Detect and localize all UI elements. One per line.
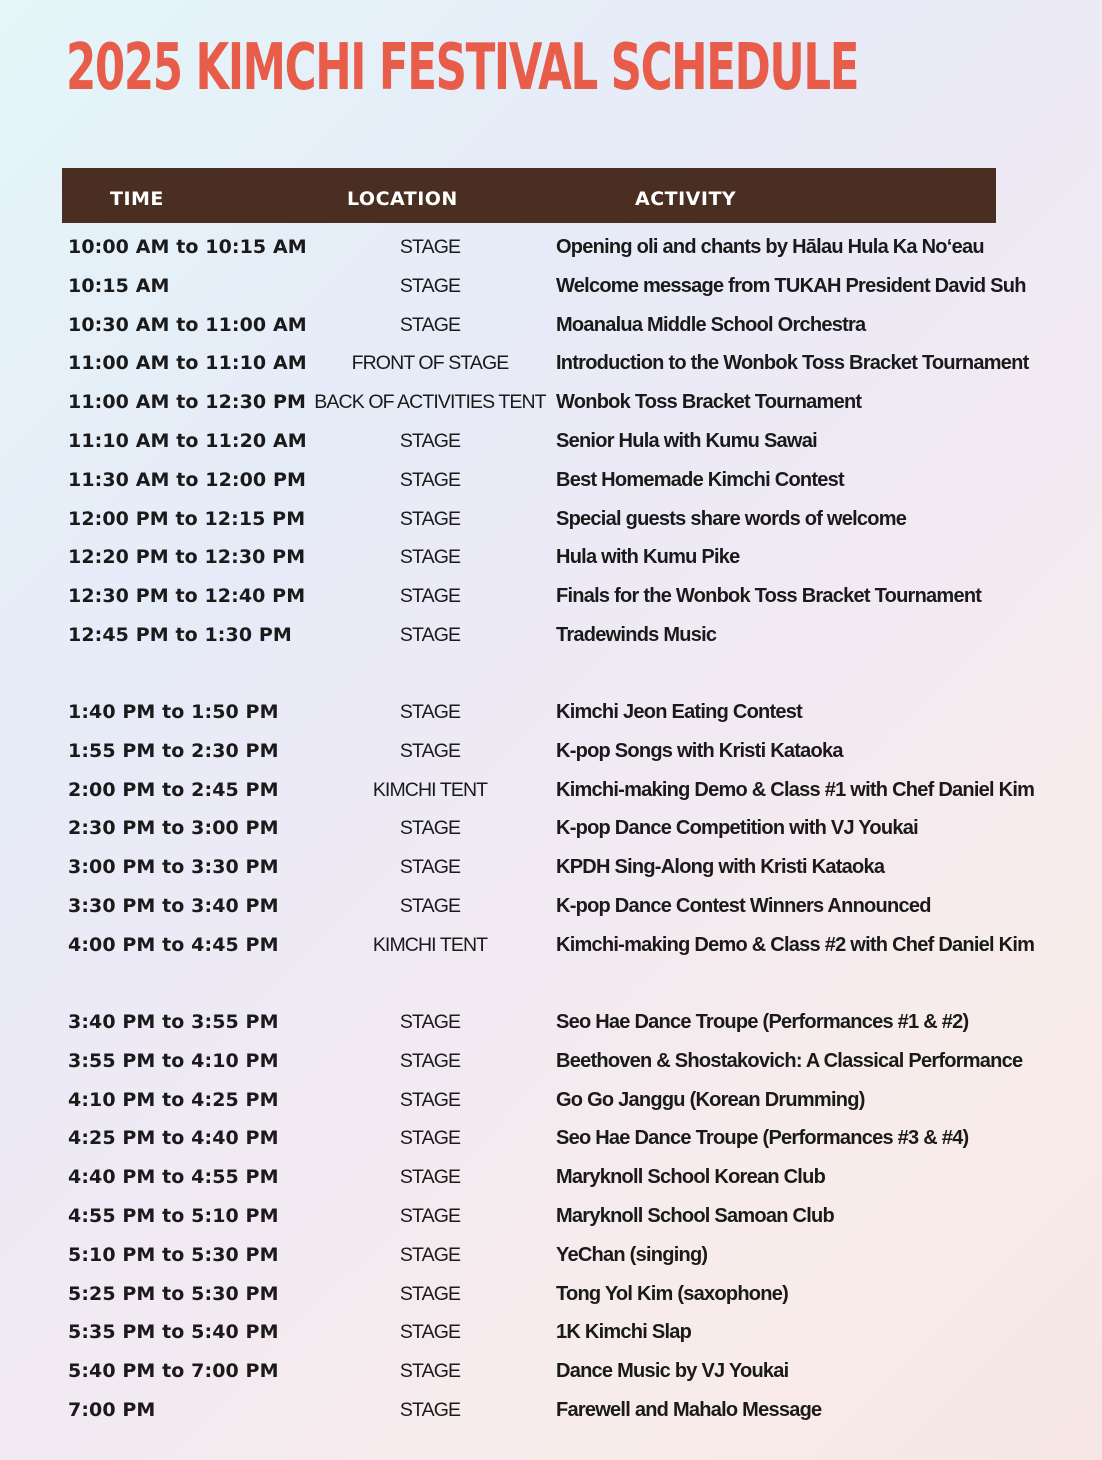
location-cell: STAGE <box>399 1282 461 1305</box>
activity-cell: K-pop Dance Contest Winners Announced <box>556 895 931 917</box>
location-cell: STAGE <box>399 313 461 336</box>
table-row <box>0 578 1102 614</box>
activity-cell: K-pop Songs with Kristi Kataoka <box>556 739 843 762</box>
location-cell: STAGE <box>399 1049 461 1072</box>
table-row <box>0 345 1102 381</box>
table-row <box>0 1004 1102 1040</box>
time-cell: 1:40 PM to 1:50 PM <box>68 701 279 723</box>
time-cell: 4:10 PM to 4:25 PM <box>68 1088 279 1111</box>
location-cell: STAGE <box>399 624 461 646</box>
table-row <box>0 384 1102 420</box>
column-header-location: LOCATION <box>347 188 458 210</box>
location-cell: STAGE <box>399 1205 461 1227</box>
activity-cell: Maryknoll School Korean Club <box>556 1166 826 1189</box>
location-cell: STAGE <box>399 546 461 569</box>
table-row <box>0 229 1102 265</box>
activity-cell: Welcome message from TUKAH President David Suh <box>556 274 1026 297</box>
time-cell: 7:00 PM <box>68 1399 156 1421</box>
time-cell: 5:25 PM to 5:30 PM <box>68 1282 279 1305</box>
time-cell: 11:00 AM to 11:10 AM <box>68 352 307 375</box>
activity-cell: Kimchi-making Demo & Class #1 with Chef Daniel Kim <box>556 778 1035 801</box>
table-row <box>0 423 1102 459</box>
table-row <box>0 1082 1102 1118</box>
location-cell: FRONT OF STAGE <box>351 352 509 375</box>
location-cell: STAGE <box>399 817 461 840</box>
location-cell: STAGE <box>399 856 461 879</box>
activity-cell: Moanalua Middle School Orchestra <box>556 313 866 336</box>
activity-cell: Farewell and Mahalo Message <box>556 1399 822 1421</box>
table-row <box>0 501 1102 537</box>
activity-cell: YeChan (singing) <box>556 1243 708 1266</box>
activity-cell: Seo Hae Dance Troupe (Performances #3 & #4) <box>556 1127 969 1150</box>
activity-cell: Tong Yol Kim (saxophone) <box>556 1282 788 1305</box>
location-cell: STAGE <box>399 1399 461 1421</box>
activity-cell: Hula with Kumu Pike <box>556 546 740 569</box>
activity-cell: Dance Music by VJ Youkai <box>556 1360 789 1383</box>
table-row <box>0 1314 1102 1350</box>
time-cell: 3:40 PM to 3:55 PM <box>68 1011 279 1033</box>
time-cell: 2:00 PM to 2:45 PM <box>68 778 279 801</box>
time-cell: 1:55 PM to 2:30 PM <box>68 739 279 762</box>
table-row <box>0 1237 1102 1273</box>
activity-cell: KPDH Sing-Along with Kristi Kataoka <box>556 856 885 879</box>
activity-cell: 1K Kimchi Slap <box>556 1321 692 1344</box>
table-row <box>0 810 1102 846</box>
time-cell: 5:40 PM to 7:00 PM <box>68 1360 279 1383</box>
time-cell: 11:10 AM to 11:20 AM <box>68 430 307 452</box>
time-cell: 5:10 PM to 5:30 PM <box>68 1243 279 1266</box>
activity-cell: Beethoven & Shostakovich: A Classical Performance <box>556 1049 1023 1072</box>
time-cell: 10:30 AM to 11:00 AM <box>68 313 307 336</box>
table-row <box>0 849 1102 885</box>
activity-cell: Best Homemade Kimchi Contest <box>556 468 844 491</box>
table-row <box>0 1043 1102 1079</box>
activity-cell: Introduction to the Wonbok Toss Bracket Tournament <box>556 352 1029 375</box>
location-cell: STAGE <box>399 739 461 762</box>
table-row <box>0 462 1102 498</box>
location-cell: STAGE <box>399 1243 461 1266</box>
activity-cell: Maryknoll School Samoan Club <box>556 1205 834 1227</box>
activity-cell: Finals for the Wonbok Toss Bracket Tournament <box>556 585 982 608</box>
time-cell: 10:15 AM <box>68 274 170 297</box>
activity-cell: Go Go Janggu (Korean Drumming) <box>556 1088 865 1111</box>
location-cell: STAGE <box>399 895 461 917</box>
time-cell: 3:30 PM to 3:40 PM <box>68 895 279 917</box>
activity-cell: K-pop Dance Competition with VJ Youkai <box>556 817 918 840</box>
table-row <box>0 694 1102 730</box>
column-header-time: TIME <box>110 188 164 210</box>
table-row <box>0 1392 1102 1428</box>
activity-cell: Special guests share words of welcome <box>556 507 907 530</box>
table-row <box>0 888 1102 924</box>
time-cell: 11:30 AM to 12:00 PM <box>68 468 306 491</box>
location-cell: BACK OF ACTIVITIES TENT <box>314 391 546 414</box>
time-cell: 11:00 AM to 12:30 PM <box>68 391 306 414</box>
time-cell: 3:55 PM to 4:10 PM <box>68 1049 279 1072</box>
location-cell: STAGE <box>399 507 461 530</box>
page-title: 2025 KIMCHI FESTIVAL SCHEDULE <box>66 31 859 105</box>
table-row <box>0 927 1102 963</box>
time-cell: 12:45 PM to 1:30 PM <box>68 624 292 646</box>
location-cell: STAGE <box>399 274 461 297</box>
location-cell: STAGE <box>399 701 461 723</box>
location-cell: STAGE <box>399 1088 461 1111</box>
location-cell: STAGE <box>399 1127 461 1150</box>
table-row <box>0 1159 1102 1195</box>
time-cell: 12:20 PM to 12:30 PM <box>68 546 306 569</box>
time-cell: 3:00 PM to 3:30 PM <box>68 856 279 879</box>
table-row <box>0 617 1102 653</box>
activity-cell: Wonbok Toss Bracket Tournament <box>556 391 862 414</box>
time-cell: 5:35 PM to 5:40 PM <box>68 1321 279 1344</box>
time-cell: 4:40 PM to 4:55 PM <box>68 1166 279 1189</box>
activity-cell: Tradewinds Music <box>556 624 717 646</box>
table-row <box>0 307 1102 343</box>
column-header-activity: ACTIVITY <box>635 188 737 210</box>
table-row <box>0 268 1102 304</box>
activity-cell: Kimchi Jeon Eating Contest <box>556 701 803 723</box>
activity-cell: Seo Hae Dance Troupe (Performances #1 & #2) <box>556 1011 969 1033</box>
location-cell: STAGE <box>399 1011 461 1033</box>
time-cell: 2:30 PM to 3:00 PM <box>68 817 279 840</box>
location-cell: STAGE <box>399 236 461 258</box>
table-row <box>0 1198 1102 1234</box>
time-cell: 4:00 PM to 4:45 PM <box>68 933 279 956</box>
table-row <box>0 733 1102 769</box>
table-row <box>0 1120 1102 1156</box>
table-row <box>0 1353 1102 1389</box>
location-cell: KIMCHI TENT <box>372 933 488 956</box>
location-cell: STAGE <box>399 1360 461 1383</box>
table-row <box>0 1276 1102 1312</box>
table-row <box>0 772 1102 808</box>
time-cell: 4:25 PM to 4:40 PM <box>68 1127 279 1150</box>
activity-cell: Kimchi-making Demo & Class #2 with Chef Daniel Kim <box>556 933 1035 956</box>
location-cell: STAGE <box>399 468 461 491</box>
location-cell: STAGE <box>399 1166 461 1189</box>
location-cell: STAGE <box>399 585 461 608</box>
location-cell: STAGE <box>399 1321 461 1344</box>
location-cell: STAGE <box>399 430 461 452</box>
time-cell: 12:30 PM to 12:40 PM <box>68 585 306 608</box>
time-cell: 4:55 PM to 5:10 PM <box>68 1205 279 1227</box>
activity-cell: Senior Hula with Kumu Sawai <box>556 430 817 452</box>
time-cell: 10:00 AM to 10:15 AM <box>68 236 307 258</box>
table-row <box>0 539 1102 575</box>
activity-cell: Opening oli and chants by Hālau Hula Ka No‘eau <box>556 236 984 258</box>
time-cell: 12:00 PM to 12:15 PM <box>68 507 306 530</box>
location-cell: KIMCHI TENT <box>372 778 488 801</box>
